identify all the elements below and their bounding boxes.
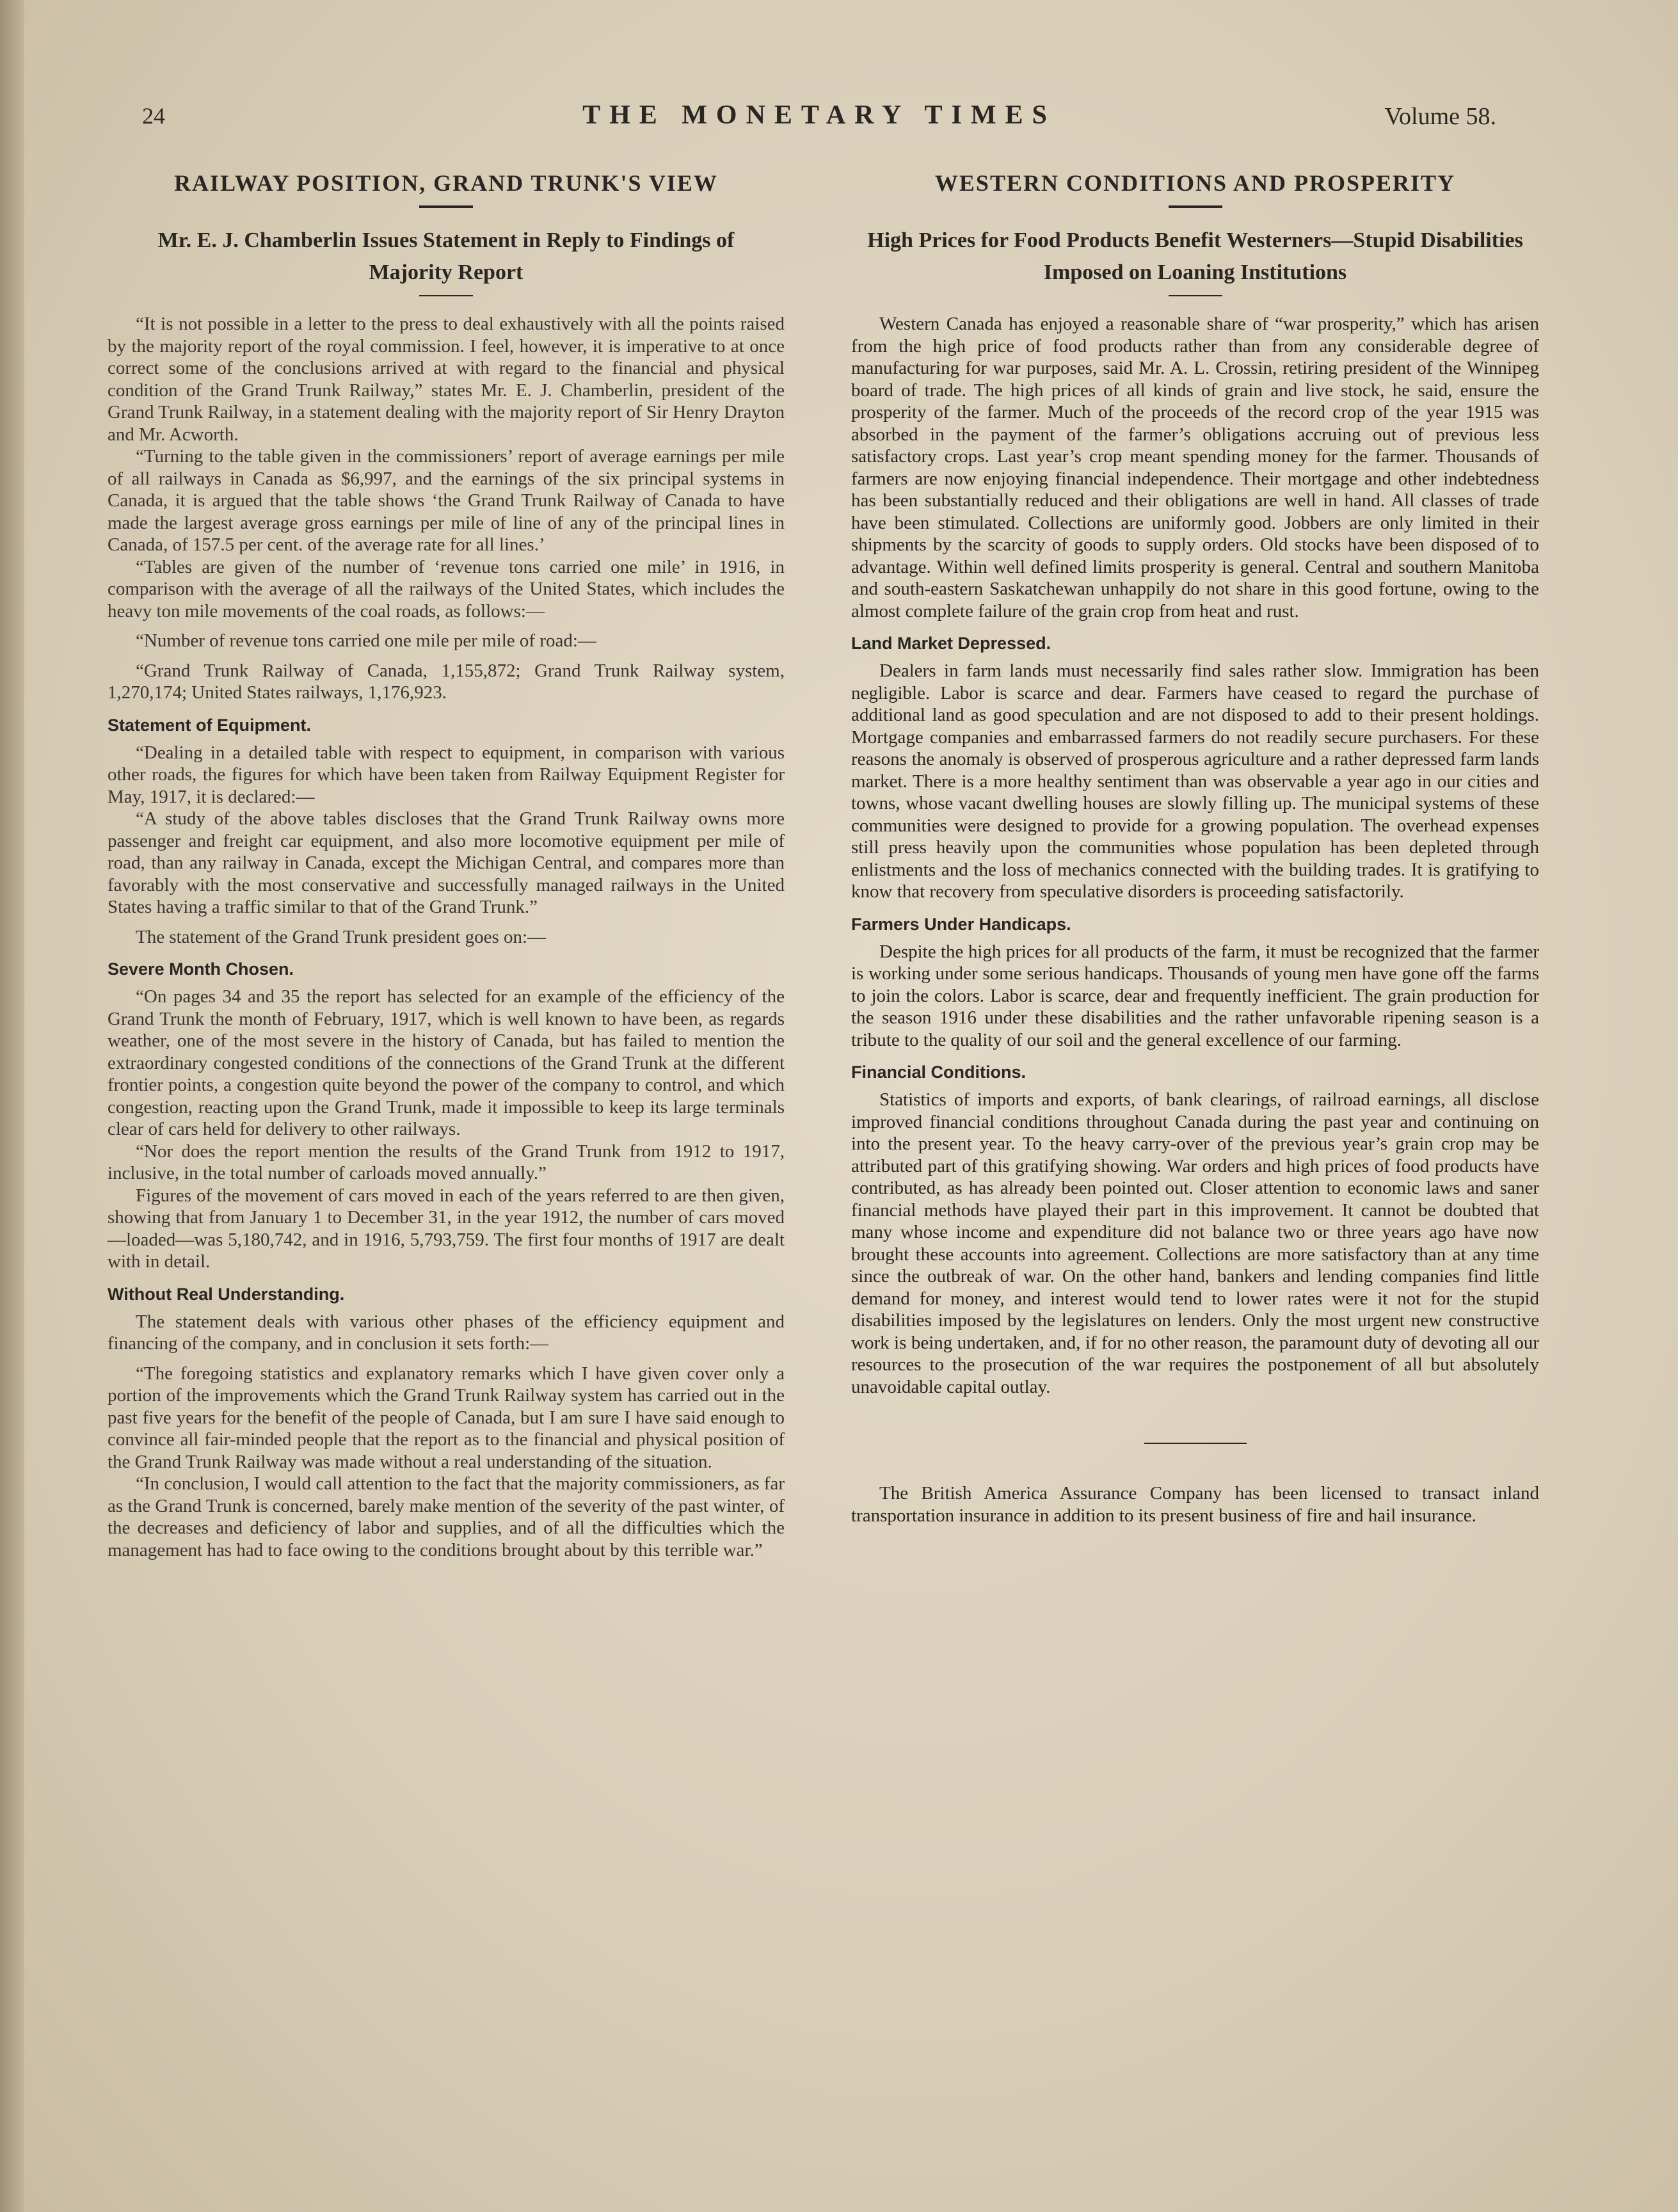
section-heading: Farmers Under Handicaps.	[851, 914, 1071, 934]
section-heading: Land Market Depressed.	[851, 634, 1051, 653]
section-heading: Financial Conditions.	[851, 1062, 1027, 1082]
paragraph: The statement deals with various other phases of the efficiency equipment and financing of the company, and in conclusion it sets forth:—	[108, 1311, 785, 1354]
paragraph: Statistics of imports and exports, of bank clearings, of railroad earnings, all disclose improved financial conditions throughout Canada during the past year and continuing on into the present year. To the heavy carry-over of the previous year’s grain crop may be attributed part of this gratifying showing. War orders and high prices of food products have contributed, as has already been pointed out. Closer attention to economic laws and saner financial methods have played their part in this improvement. It cannot be doubted that many whose income and expenditure did not balance two or three years ago have now brought these accounts into agreement. Collections are more satisfactory than at any time since the outbreak of war. On the other hand, bankers and lending companies find little demand for money, and interest would tend to lower rates were it not for the stupid disabilities imposed by the legislatures on lenders. Only the most urgent new constructive work is being undertaken, and, if for no other reason, the paramount duty of devoting all our resources to the prosecution of the war requires the postponement of all but absolutely unavoidable capital outlay.	[851, 1089, 1539, 1397]
paragraph: “Grand Trunk Railway of Canada, 1,155,872; Grand Trunk Railway system, 1,270,174; United States railways, 1,176,923.	[108, 660, 785, 703]
section-heading: Severe Month Chosen.	[108, 959, 294, 979]
article-western-conditions	[851, 170, 1539, 1527]
article-title: RAILWAY POSITION, GRAND TRUNK'S VIEW	[174, 170, 718, 196]
paragraph: “A study of the above tables discloses that the Grand Trunk Railway owns more passenger and freight car equipment, and also more locomotive equipment per mile of road, than any railway in Canada, except the Michigan Central, and compares more than favorably with the most conservative and successfully managed railways in the United States having a traffic similar to that of the Grand Trunk.”	[108, 808, 785, 917]
page-binding-edge	[0, 0, 24, 2212]
paragraph: Figures of the movement of cars moved in each of the years referred to are then given, showing that from January 1 to December 31, in the year 1912, the number of cars moved—loaded—was 5,180,742, and in 1916, 5,793,759. The first four months of 1917 are dealt with in detail.	[108, 1185, 785, 1272]
page-number: 24	[142, 103, 165, 129]
article-subtitle: High Prices for Food Products Benefit Westerners—Stupid Disabilities Imposed on Loaning Institutions	[867, 228, 1523, 284]
title-rule	[419, 205, 473, 208]
article-railway-position	[108, 170, 785, 1561]
paragraph: “On pages 34 and 35 the report has selected for an example of the efficiency of the Grand Trunk the month of February, 1917, which is well known to have been, as regards weather, one of the most severe in the history of Canada, but has failed to mention the extraordinary congested conditions of the connections of the Grand Trunk at the different frontier points, a congestion quite beyond the power of the company to control, and which congestion, reacting upon the Grand Trunk, made it impossible to keep its large terminals clear of cars held for delivery to other railways.	[108, 986, 785, 1139]
subtitle-rule	[1169, 295, 1222, 296]
paragraph: “Nor does the report mention the results of the Grand Trunk from 1912 to 1917, inclusive, in the total number of carloads moved annually.”	[108, 1141, 785, 1183]
paragraph: The statement of the Grand Trunk president goes on:—	[136, 926, 547, 947]
notice-paragraph: The British America Assurance Company has been licensed to transact inland transportation insurance in addition to its present business of fire and hail insurance.	[851, 1483, 1539, 1526]
paragraph: Despite the high prices for all products of the farm, it must be recognized that the farmer is working under some serious handicaps. Thousands of young men have gone off the farms to join the colors. Labor is scarce, dear and frequently inefficient. The grain production for the season 1916 under these disabilities and the rather unfavorable ripening season is a tribute to the quality of our soil and the general excellence of our farming.	[851, 941, 1539, 1050]
section-heading: Without Real Understanding.	[108, 1284, 345, 1304]
page-header	[134, 102, 1504, 141]
paragraph: “Turning to the table given in the commissioners’ report of average earnings per mile of all railways in Canada as $6,997, and the earnings of the six principal systems in Canada, it is argued that the table shows ‘the Grand Trunk Railway of Canada to have made the largest average gross earnings per mile of line of any of the principal lines in Canada, of 157.5 per cent. of the average rate for all lines.’	[108, 446, 785, 555]
paragraph: “It is not possible in a letter to the press to deal exhaustively with all the points raised by the majority report of the royal commission. I feel, however, it is imperative to at once correct some of the conclusions arrived at with regard to the financial and physical condition of the Grand Trunk Railway,” states Mr. E. J. Chamberlin, president of the Grand Trunk Railway, in a statement dealing with the majority report of Sir Henry Drayton and Mr. Acworth.	[108, 314, 785, 445]
volume-label: Volume 58.	[1384, 103, 1496, 130]
paragraph: Dealers in farm lands must necessarily find sales rather slow. Immigration has been negligible. Labor is scarce and dear. Farmers have ceased to regard the purchase of additional land as good speculation and are not disposed to add to their present holdings. Mortgage companies and embarrassed farmers do not readily secure purchasers. For these reasons the anomaly is observed of prosperous agriculture and a rather depressed farm lands market. There is a more healthy sentiment than was observable a year ago in our cities and towns, whose vacant dwelling houses are slowly filling up. The municipal systems of these communities were designed to provide for a growing population. The overhead expenses still press heavily upon the communities whose population has been depleted through enlistments and the loss of mechanics connected with the building trades. It is gratifying to know that recovery from speculative disorders is proceeding satisfactorily.	[851, 661, 1539, 902]
paragraph: “Dealing in a detailed table with respect to equipment, in comparison with various other roads, the figures for which have been taken from Railway Equipment Register for May, 1917, it is declared:—	[108, 742, 785, 807]
paragraph: “Tables are given of the number of ‘revenue tons carried one mile’ in 1916, in comparison with the average of all the railways of the United States, which includes the heavy ton mile movements of the coal roads, as follows:—	[108, 556, 785, 621]
paragraph: Western Canada has enjoyed a reasonable share of “war prosperity,” which has arisen from the high price of food products rather than from any considerable degree of manufacturing for war purposes, said Mr. A. L. Crossin, retiring president of the Winnipeg board of trade. The high prices of all kinds of grain and live stock, he said, ensure the prosperity of the farmer. Much of the proceeds of the record crop of the year 1915 was absorbed in the payment of the farmer’s obligations accruing out of previous less satisfactory crops. Last year’s crop meant spending money for the farmer. Thousands of farmers are now enjoying financial independence. Their mortgage and other indebtedness has been substantially reduced and their obligations are well in hand. All classes of trade have been stimulated. Collections are uniformly good. Jobbers are only limited in their shipments by the scarcity of goods to supply orders. Old stocks have been disposed of to advantage. Within well defined limits prosperity is general. Central and southern Manitoba and south-eastern Saskatchewan unhappily do not share in this good fortune, owing to the almost complete failure of the grain crop from heat and rust.	[851, 314, 1539, 621]
article-subtitle: Mr. E. J. Chamberlin Issues Statement in Reply to Findings of Majority Report	[157, 228, 735, 284]
subtitle-rule	[419, 295, 473, 296]
section-heading: Statement of Equipment.	[108, 715, 312, 735]
section-separator	[1144, 1443, 1247, 1444]
article-title: WESTERN CONDITIONS AND PROSPERITY	[934, 170, 1456, 196]
paragraph: “Number of revenue tons carried one mile per mile of road:—	[136, 630, 596, 651]
title-rule	[1169, 205, 1222, 208]
paragraph: “In conclusion, I would call attention to the fact that the majority commissioners, as far as the Grand Trunk is concerned, barely make mention of the severity of the past winter, of the decreases and deficiency of labor and supplies, and of all the difficulties which the management has had to face owing to the conditions brought about by this terrible war.”	[108, 1473, 785, 1560]
publication-title: THE MONETARY TIMES	[582, 100, 1056, 130]
paragraph: “The foregoing statistics and explanatory remarks which I have given cover only a portion of the improvements which the Grand Trunk Railway system has carried out in the past five years for the benefit of the people of Canada, but I am sure I have said enough to convince all fair-minded people that the report as to the financial and physical position of the Grand Trunk Railway was made without a real understanding of the situation.	[108, 1363, 785, 1472]
